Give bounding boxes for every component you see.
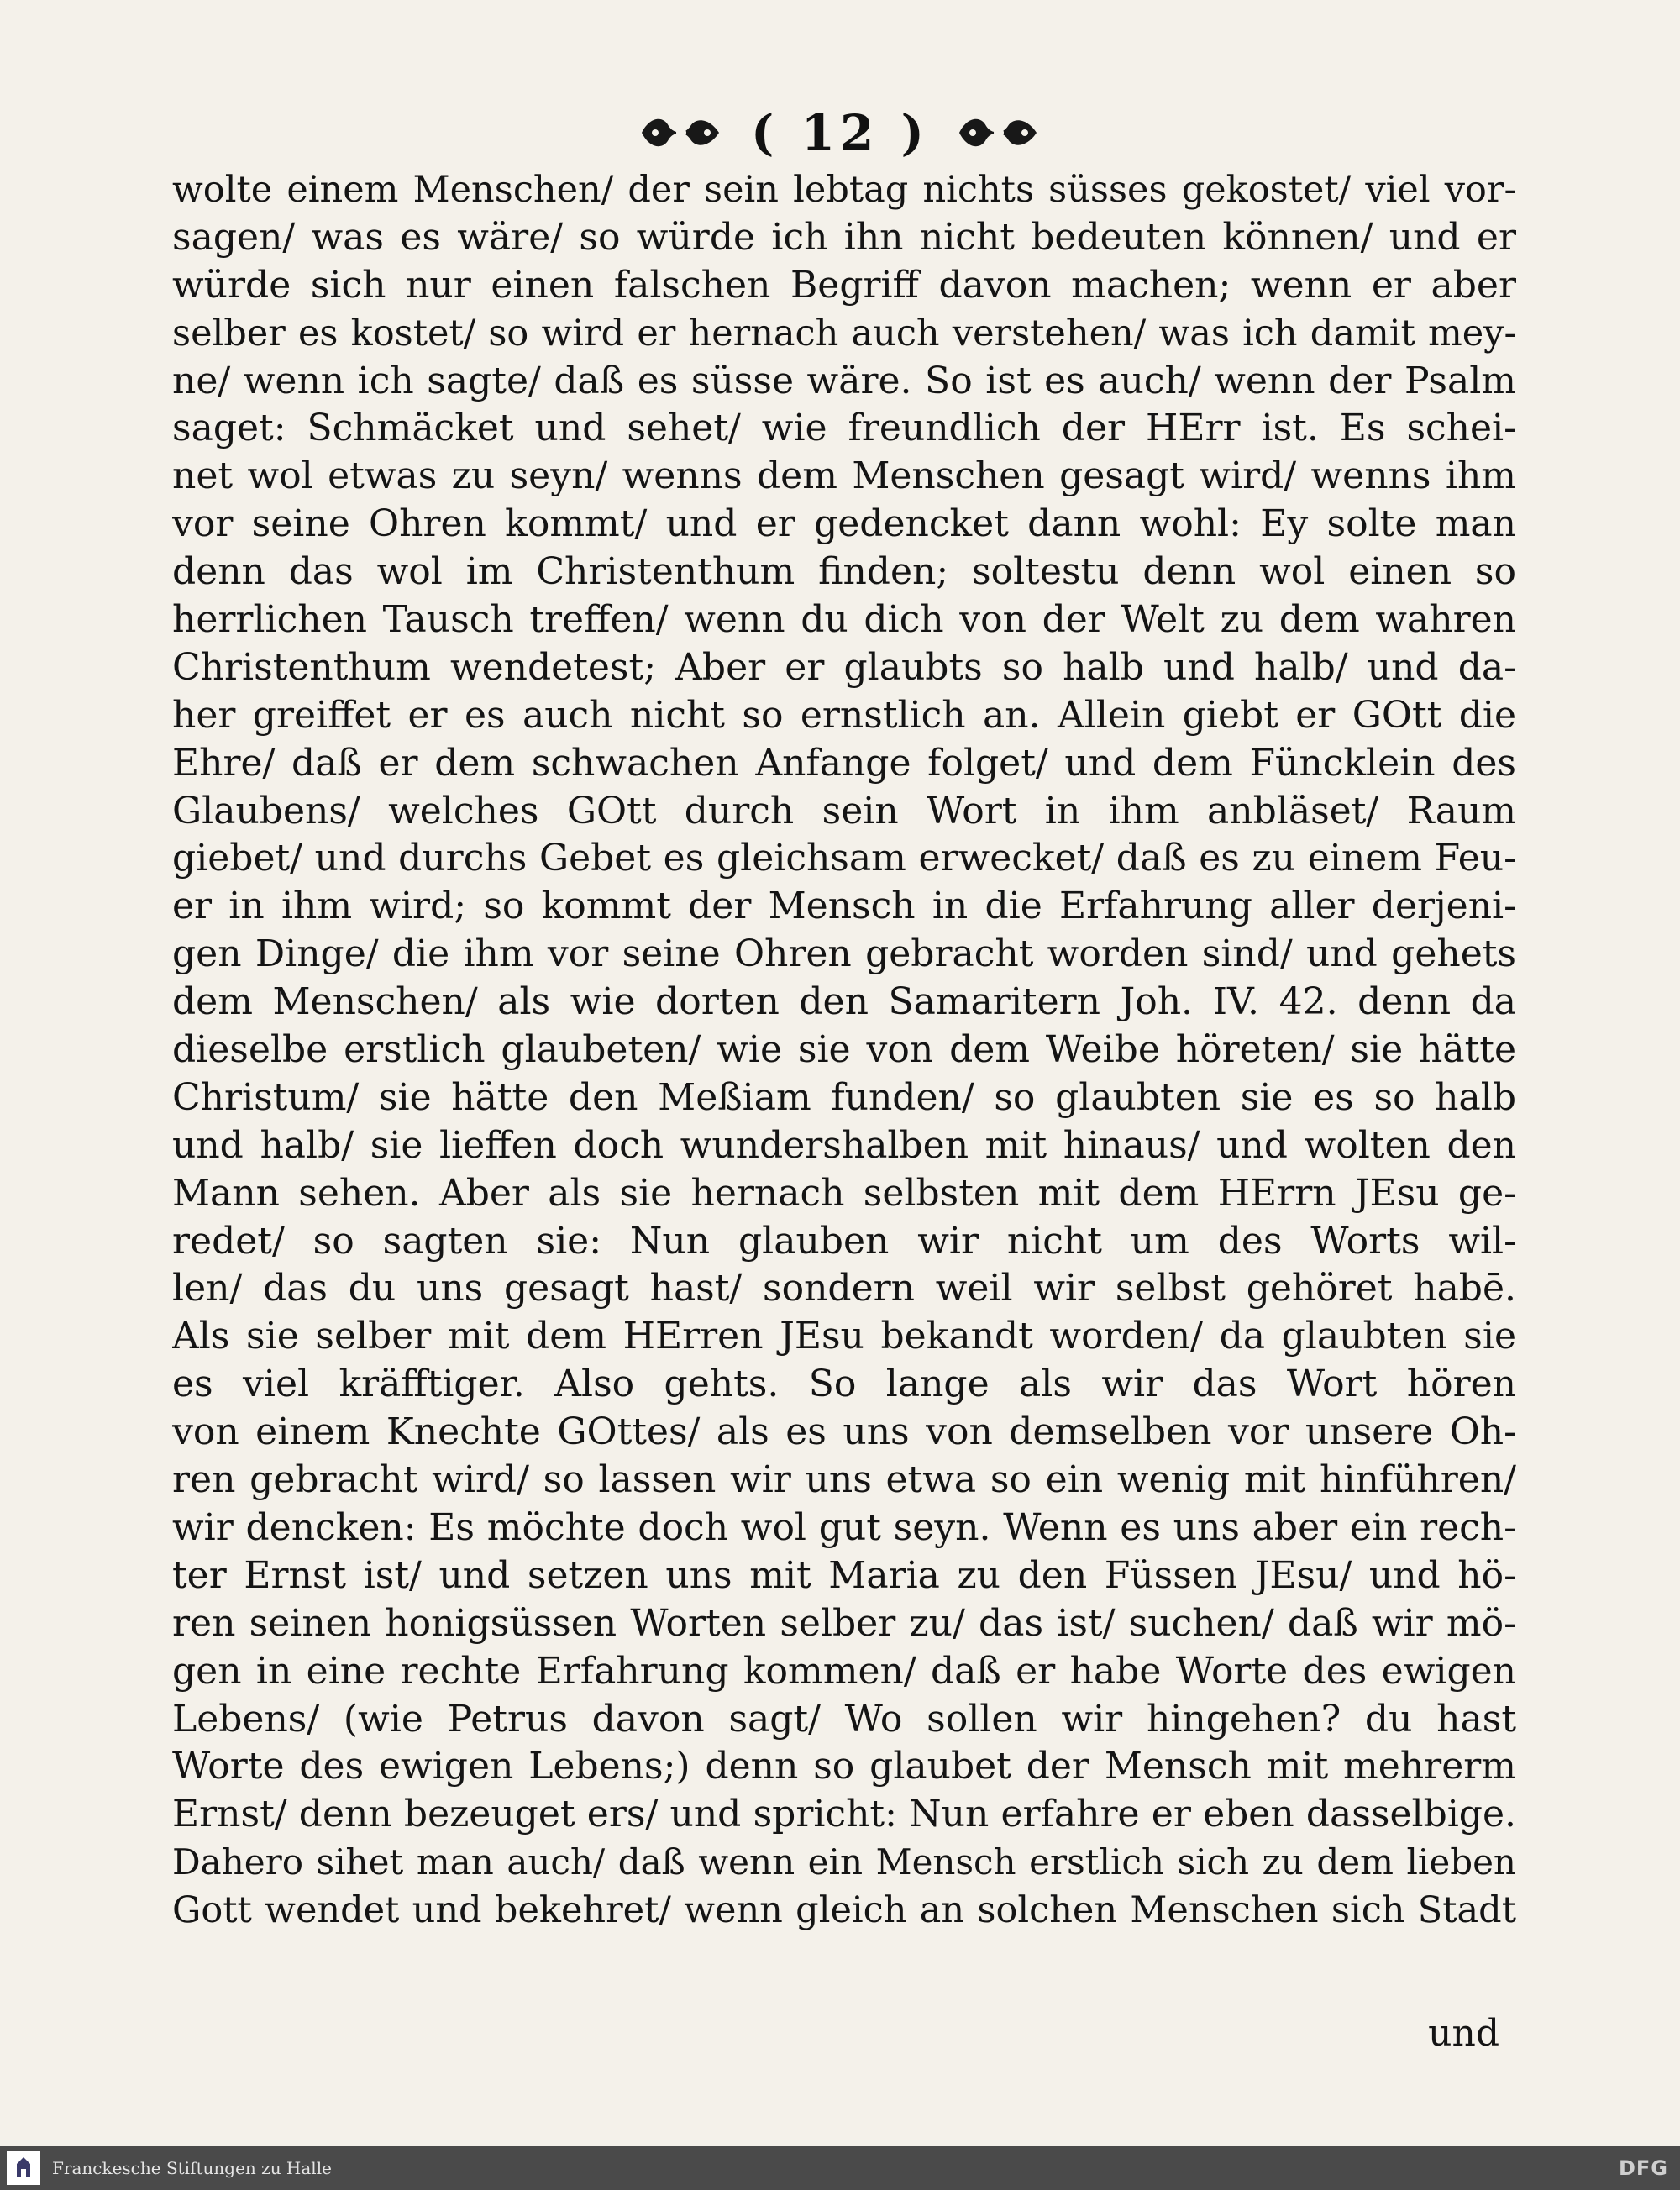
text-line: her greiffet er es auch nicht so ernstlich an. Allein giebt er GOtt die — [172, 693, 1516, 737]
text-line: Mann sehen. Aber als sie hernach selbsten mit dem HErrn JEsu ge- — [172, 1171, 1516, 1215]
text-line: selber es kostet/ so wird er hernach auch verstehen/ was ich damit mey- — [172, 312, 1516, 354]
text-line: Glaubens/ welches GOtt durch sein Wort in ihm anbläset/ Raum — [172, 789, 1516, 832]
dfg-logo: DFG — [1618, 2156, 1668, 2180]
text-line: Als sie selber mit dem HErren JEsu bekandt worden/ da glaubten sie — [172, 1315, 1516, 1358]
text-line: Christenthum wendetest; Aber er glaubts so halb und halb/ und da- — [172, 645, 1516, 689]
text-line: Lebens/ (wie Petrus davon sagt/ Wo sollen wir hingehen? du hast — [172, 1697, 1516, 1741]
text-line: wir dencken: Es möchte doch wol gut seyn. Wenn es uns aber ein rech- — [172, 1505, 1516, 1549]
text-line: vor seine Ohren kommt/ und er gedencket dann wohl: Ey solte man — [172, 502, 1516, 546]
text-line: und halb/ sie lieffen doch wundershalben mit hinaus/ und wolten den — [172, 1123, 1516, 1167]
page-header — [0, 99, 1680, 166]
text-line: dieselbe erstlich glaubeten/ wie sie von dem Weibe höreten/ sie hätte — [172, 1028, 1516, 1072]
text-line: Dahero sihet man auch/ daß wenn ein Mensch erstlich sich zu dem lieben — [172, 1841, 1516, 1883]
text-line: gen Dinge/ die ihm vor seine Ohren gebracht worden sind/ und gehets — [172, 932, 1516, 976]
text-line: wolte einem Menschen/ der sein lebtag nichts süsses gekostet/ viel vor- — [172, 169, 1516, 211]
text-line: er in ihm wird; so kommt der Mensch in die Erfahrung aller derjeni- — [172, 885, 1516, 928]
text-line: denn das wol im Christenthum finden; soltestu denn wol einen so — [172, 550, 1516, 594]
fleuron-ornament-icon — [953, 109, 1045, 156]
page-number: ( 12 ) — [751, 104, 929, 161]
text-line: von einem Knechte GOttes/ als es uns von demselben vor unsere Oh- — [172, 1410, 1516, 1454]
text-line: ter Ernst ist/ und setzen uns mit Maria zu den Füssen JEsu/ und hö- — [172, 1553, 1516, 1597]
text-line: sagen/ was es wäre/ so würde ich ihn nicht bedeuten können/ und er — [172, 215, 1516, 259]
footer-institution: Franckesche Stiftungen zu Halle — [52, 2158, 332, 2178]
text-line: würde sich nur einen falschen Begriff davon machen; wenn er aber — [172, 263, 1516, 307]
text-line: net wol etwas zu seyn/ wenns dem Menschen gesagt wird/ wenns ihm — [172, 454, 1516, 498]
text-line: Christum/ sie hätte den Meßiam funden/ so glaubten sie es so halb — [172, 1075, 1516, 1119]
text-line: saget: Schmäcket und sehet/ wie freundlich der HErr ist. Es schei- — [172, 407, 1516, 450]
franckesche-logo-icon — [7, 2151, 40, 2185]
text-line: Ehre/ daß er dem schwachen Anfange folget/ und dem Füncklein des — [172, 741, 1516, 785]
body-text — [172, 166, 1516, 1935]
text-line: ren seinen honigsüssen Worten selber zu/ das ist/ suchen/ daß wir mö- — [172, 1601, 1516, 1645]
text-line: es viel kräfftiger. Also gehts. So lange als wir das Wort hören — [172, 1363, 1516, 1406]
text-line: Gott wendet und bekehret/ wenn gleich an solchen Menschen sich Stadt — [172, 1889, 1516, 1932]
text-line: ne/ wenn ich sagte/ daß es süsse wäre. So ist es auch/ wenn der Psalm — [172, 359, 1516, 402]
fleuron-ornament-icon — [635, 109, 727, 156]
text-line: Ernst/ denn bezeuget ers/ und spricht: Nun erfahre er eben dasselbige. — [172, 1793, 1516, 1836]
text-line: len/ das du uns gesagt hast/ sondern weil wir selbst gehöret habē. — [172, 1267, 1516, 1310]
text-line: gen in eine rechte Erfahrung kommen/ daß er habe Worte des ewigen — [172, 1649, 1516, 1693]
text-line: Worte des ewigen Lebens;) denn so glaubet der Mensch mit mehrerm — [172, 1745, 1516, 1788]
text-line: giebet/ und durchs Gebet es gleichsam erwecket/ daß es zu einem Feu- — [172, 837, 1516, 880]
text-line: ren gebracht wird/ so lassen wir uns etwa so ein wenig mit hinführen/ — [172, 1458, 1516, 1502]
text-line: dem Menschen/ als wie dorten den Samaritern Joh. IV. 42. denn da — [172, 980, 1516, 1024]
catchword: und — [1428, 2012, 1499, 2055]
text-line: herrlichen Tausch treffen/ wenn du dich von der Welt zu dem wahren — [172, 598, 1516, 642]
footer-bar — [0, 2146, 1680, 2190]
text-line: redet/ so sagten sie: Nun glauben wir nicht um des Worts wil- — [172, 1219, 1516, 1263]
